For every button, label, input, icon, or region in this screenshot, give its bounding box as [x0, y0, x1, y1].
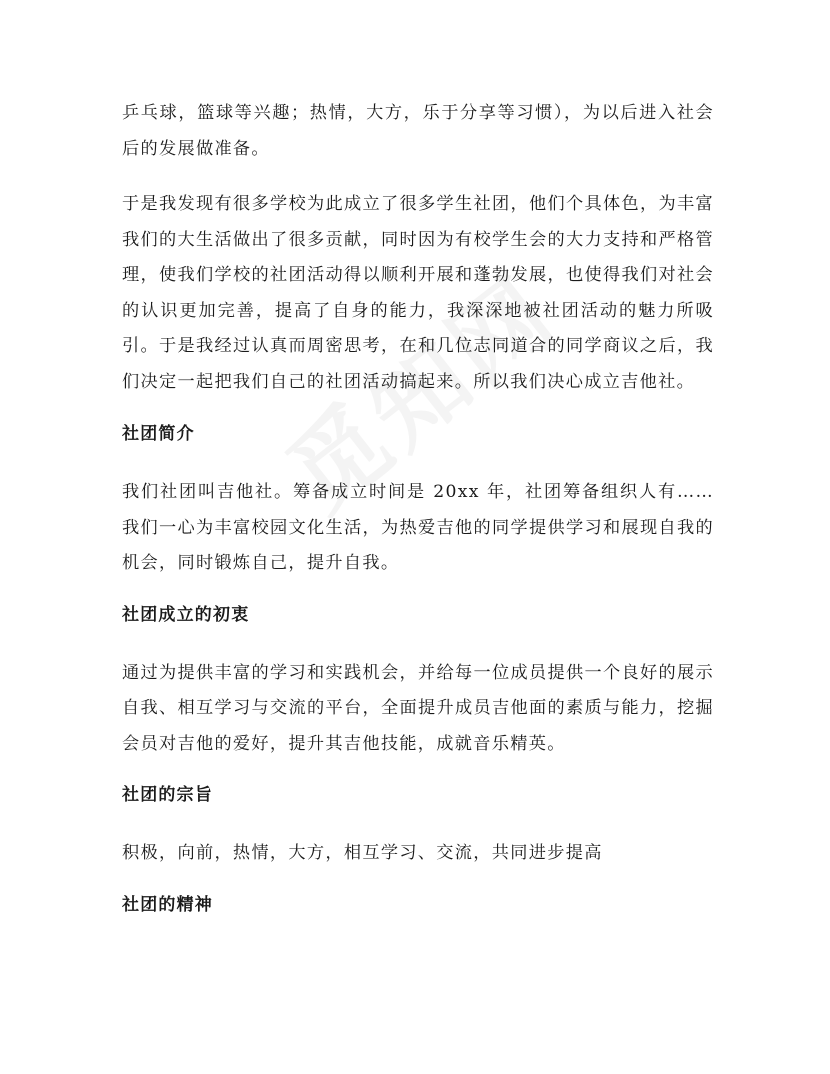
background-paragraph: 于是我发现有很多学校为此成立了很多学生社团，他们个具体色，为丰富我们的大生活做出了很多贡献，同时因为有校学生会的大力支持和严格管理，使我们学校的社团活动得以顺利开展和蓬勃发展，也使得我们对社会的认识更加完善，提高了自身的能力，我深深地被社团活动的魅力所吸引。于是我经过认真而周密思考，在和几位志同道合的同学商议之后，我们决定一起把我们自己的社团活动搞起来。所以我们决心成立吉他社。: [122, 194, 714, 392]
club-spirit-heading: 社团的精神: [122, 894, 213, 915]
club-purpose-heading: 社团成立的初衷: [122, 604, 250, 625]
club-tenet-paragraph: 积极，向前，热情，大方，相互学习、交流，共同进步提高: [122, 843, 603, 863]
document-body: [122, 96, 714, 946]
club-intro-paragraph: 我们社团叫吉他社。筹备成立时间是 20xx 年，社团筹备组织人有……我们一心为丰富校园文化生活，为热爱吉他的同学提供学习和展现自我的机会，同时锻炼自己，提升自我。: [122, 482, 714, 573]
intro-continuation-paragraph: 乒乓球，篮球等兴趣；热情，大方，乐于分享等习惯），为以后进入社会后的发展做准备。: [122, 103, 714, 159]
club-tenet-heading: 社团的宗旨: [122, 785, 213, 805]
club-purpose-paragraph: 通过为提供丰富的学习和实践机会，并给每一位成员提供一个良好的展示自我、相互学习与交流的平台，全面提升成员吉他面的素质与能力，挖掘会员对吉他的爱好，提升其吉他技能，成就音乐精英。: [122, 662, 714, 754]
club-intro-heading: 社团简介: [122, 424, 195, 444]
